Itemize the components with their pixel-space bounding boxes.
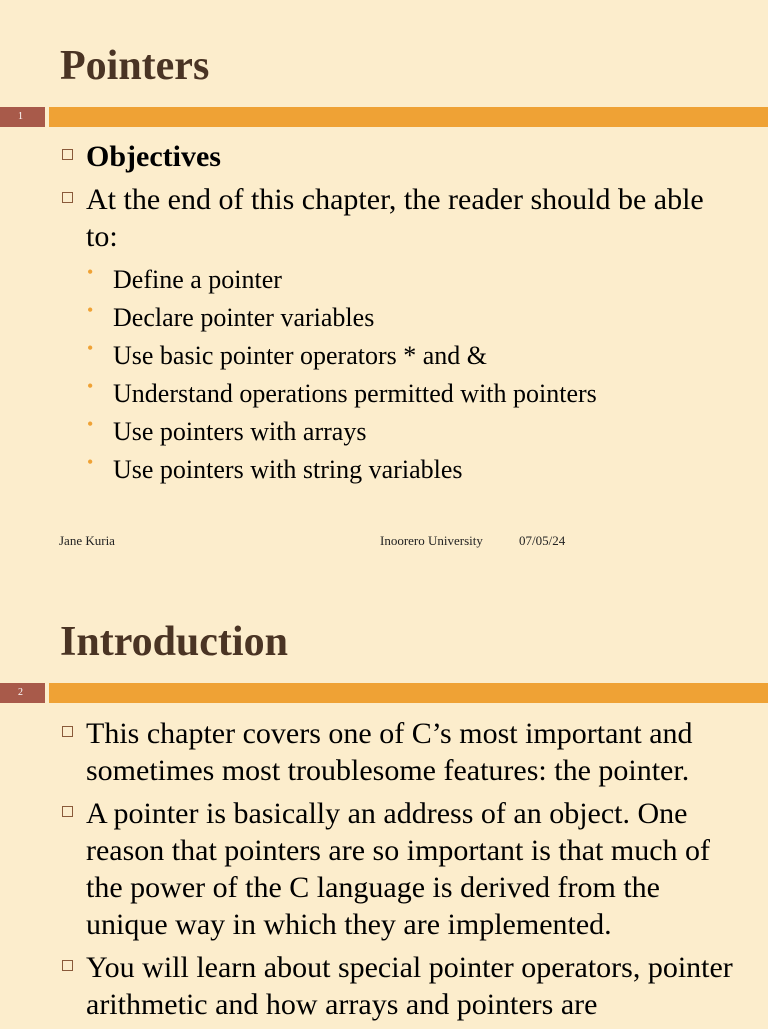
sub-bullet-item [60, 451, 738, 489]
dot-bullet-icon: • [87, 452, 94, 472]
bullet-text: A pointer is basically an address of an object. One reason that pointers are so important is that much of the power of the C language is derived from the unique way in which they are implemented. [86, 797, 711, 941]
sub-bullet-item [60, 299, 738, 337]
sub-bullet-item [60, 375, 738, 413]
bullet-item [60, 795, 738, 943]
sub-bullet-text: Use pointers with string variables [113, 455, 463, 484]
sub-bullet-item [60, 261, 738, 299]
square-bullet-icon [62, 806, 73, 817]
dot-bullet-icon: • [87, 262, 94, 282]
sub-bullet-text: Use basic pointer operators * and & [113, 341, 488, 370]
slide-title: Pointers [60, 43, 210, 89]
dot-bullet-icon: • [87, 414, 94, 434]
bullet-item [60, 949, 738, 1023]
bullet-item [60, 181, 738, 255]
accent-bar [49, 107, 768, 127]
square-bullet-icon [62, 149, 73, 160]
sub-bullet-text: Define a pointer [113, 265, 282, 294]
slide-number: 1 [0, 107, 45, 127]
accent-bar [49, 683, 768, 703]
bullet-text: You will learn about special pointer operators, pointer arithmetic and how arrays and pointers are [86, 951, 733, 1021]
dot-bullet-icon: • [87, 376, 94, 396]
bullet-item [60, 138, 738, 175]
footer-author: Jane Kuria [59, 533, 115, 548]
slide-number: 2 [0, 683, 45, 703]
square-bullet-icon [62, 960, 73, 971]
slide-content [60, 715, 738, 1029]
bullet-text: This chapter covers one of C’s most important and sometimes most troublesome features: the pointer. [86, 717, 693, 787]
bullet-item [60, 715, 738, 789]
bullet-text: Objectives [86, 140, 221, 173]
sub-bullet-text: Use pointers with arrays [113, 417, 367, 446]
square-bullet-icon [62, 192, 73, 203]
slide-header-bar [0, 107, 768, 127]
footer-date: 07/05/24 [519, 533, 566, 548]
slide-title: Introduction [60, 619, 288, 665]
slide-content [60, 138, 738, 489]
slide-header-bar [0, 683, 768, 703]
bullet-text: At the end of this chapter, the reader should be able to: [86, 183, 704, 253]
slide-2 [0, 576, 768, 1024]
dot-bullet-icon: • [87, 338, 94, 358]
sub-bullet-text: Understand operations permitted with pointers [113, 379, 597, 408]
sub-bullet-item [60, 413, 738, 451]
square-bullet-icon [62, 726, 73, 737]
footer-institution: Inoorero University [380, 533, 483, 548]
sub-bullet-text: Declare pointer variables [113, 303, 375, 332]
sub-bullet-item [60, 337, 738, 375]
dot-bullet-icon: • [87, 300, 94, 320]
